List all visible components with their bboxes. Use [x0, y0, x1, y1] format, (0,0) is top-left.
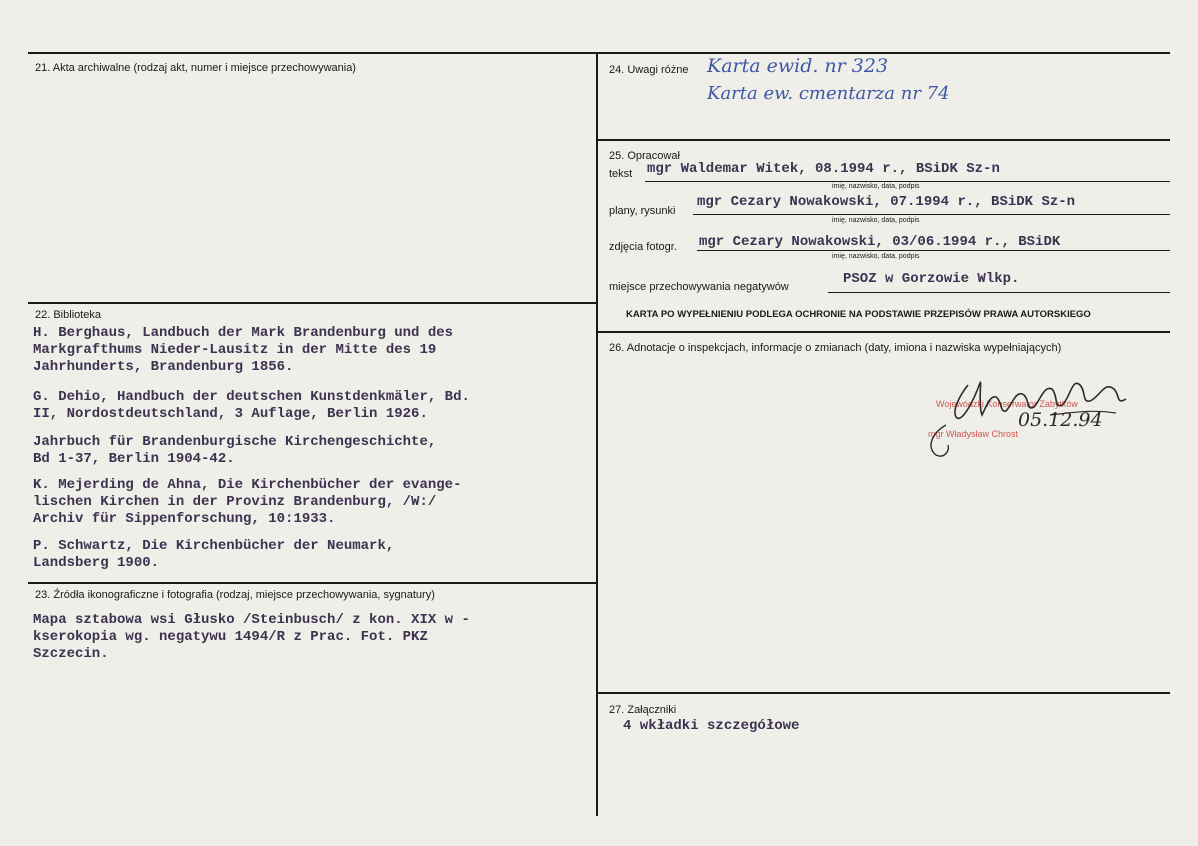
attachments-text: 4 wkładki szczegółowe — [623, 718, 800, 734]
handwritten-note-1: Karta ewid. nr 323 — [707, 55, 889, 77]
zdjecia-caption: imię, nazwisko, data, podpis — [832, 253, 920, 260]
handwritten-date: 05.12.94 — [1018, 409, 1103, 431]
stamp-line-1: Wojewódzki Konserwator Zabytków — [936, 399, 1078, 409]
section-21-label: 21. Akta archiwalne (rodzaj akt, numer i miejsce przechowywania) — [35, 62, 356, 74]
zdjecia-value: mgr Cezary Nowakowski, 03/06.1994 r., BSiDK — [699, 234, 1061, 250]
miejsce-label: miejsce przechowywania negatywów — [609, 281, 789, 293]
miejsce-value: PSOZ w Gorzowie Wlkp. — [843, 271, 1020, 287]
section-22-label: 22. Biblioteka — [35, 309, 102, 321]
handwritten-note-2: Karta ew. cmentarza nr 74 — [707, 83, 950, 104]
iconographic-sources-text: Mapa sztabowa wsi Głusko /Steinbusch/ z kon. XIX w - kserokopia wg. negatywu 1494/R z Prac. Fot. PKZ Szczecin. — [33, 612, 470, 662]
miejsce-underline — [828, 292, 1170, 293]
plany-caption: imię, nazwisko, data, podpis — [832, 217, 920, 224]
section-24-label: 24. Uwagi różne — [609, 64, 689, 76]
plany-underline — [693, 214, 1170, 215]
bibliography-entry-2: G. Dehio, Handbuch der deutschen Kunstdenkmäler, Bd. II, Nordostdeutschland, 3 Auflage, Berlin 1926. — [33, 389, 470, 422]
section-25-label: 25. Opracował — [609, 150, 680, 162]
tekst-underline — [645, 181, 1170, 182]
section-26-label: 26. Adnotacje o inspekcjach, informacje o zmianach (daty, imiona i nazwiska wypełniających) — [609, 342, 1062, 354]
bibliography-entry-5: P. Schwartz, Die Kirchenbücher der Neumark, Landsberg 1900. — [33, 538, 395, 571]
divider-24-25 — [596, 139, 1170, 141]
center-divider — [596, 52, 598, 816]
plany-label: plany, rysunki — [609, 205, 676, 217]
copyright-notice: KARTA PO WYPEŁNIENIU PODLEGA OCHRONIE NA PODSTAWIE PRZEPISÓW PRAWA AUTORSKIEGO — [626, 309, 1091, 320]
top-border — [28, 52, 1170, 54]
tekst-value: mgr Waldemar Witek, 08.1994 r., BSiDK Sz-n — [647, 161, 1000, 177]
section-27-label: 27. Załączniki — [609, 704, 677, 716]
bibliography-entry-3: Jahrbuch für Brandenburgische Kirchengeschichte, Bd 1-37, Berlin 1904-42. — [33, 434, 437, 467]
section-23-label: 23. Źródła ikonograficzne i fotografia (rodzaj, miejsce przechowywania, sygnatury) — [35, 589, 435, 601]
bibliography-entry-4: K. Mejerding de Ahna, Die Kirchenbücher der evange- lischen Kirchen in der Provinz Brandenburg, /W:/ Archiv für Sippenforschung, 10:1933. — [33, 477, 462, 527]
zdjecia-label: zdjęcia fotogr. — [609, 241, 677, 253]
tekst-caption: imię, nazwisko, data, podpis — [832, 183, 920, 190]
divider-22-23 — [28, 582, 598, 584]
bibliography-entry-1: H. Berghaus, Landbuch der Mark Brandenburg und des Markgrafthums Nieder-Lausitz in der Mitte des 19 Jahrhunderts, Brandenburg 1856. — [33, 325, 454, 375]
signature-image — [920, 355, 1150, 465]
stamp-line-2: mgr Władysław Chrost — [928, 429, 1019, 439]
plany-value: mgr Cezary Nowakowski, 07.1994 r., BSiDK Sz-n — [697, 194, 1076, 210]
divider-26-27 — [596, 692, 1170, 694]
divider-21-22 — [28, 302, 598, 304]
tekst-label: tekst — [609, 168, 633, 180]
divider-25-26 — [596, 331, 1170, 333]
